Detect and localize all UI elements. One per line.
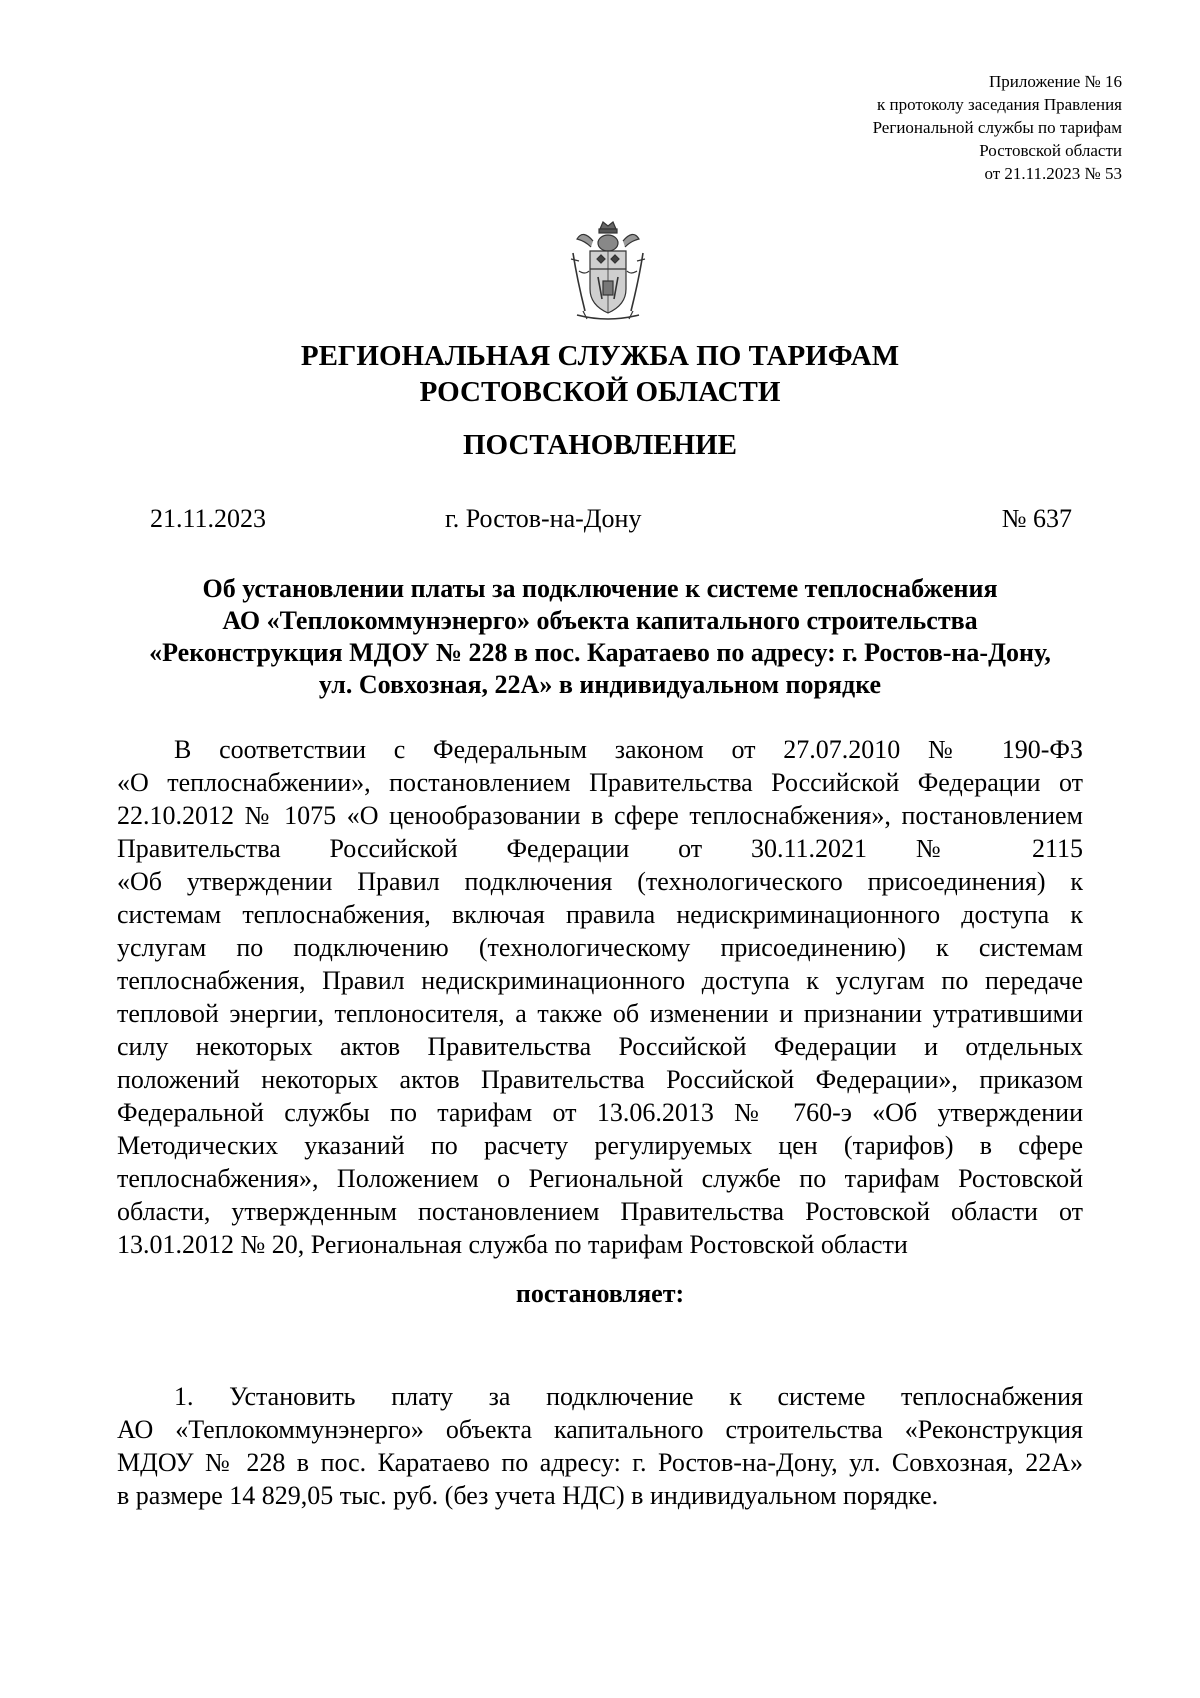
appendix-line: Ростовской области bbox=[979, 141, 1122, 160]
preamble-line: 22.10.2012 № 1075 «О ценообразовании в сфере теплоснабжения», постановлением bbox=[117, 801, 1083, 830]
appendix-block bbox=[873, 70, 1122, 185]
preamble-line: В соответствии с Федеральным законом от 27.07.2010 № 190-ФЗ bbox=[174, 735, 1083, 764]
appendix-line: к протоколу заседания Правления bbox=[877, 95, 1122, 114]
preamble-line: системам теплоснабжения, включая правила недискриминационного доступа к bbox=[117, 900, 1083, 929]
preamble-line: Правительства Российской Федерации от 30.11.2021 № 2115 bbox=[117, 834, 1083, 863]
resolves-heading: постановляет: bbox=[515, 1279, 685, 1308]
subject-line: «Реконструкция МДОУ № 228 в пос. Каратаево по адресу: г. Ростов-на-Дону, bbox=[149, 638, 1051, 667]
appendix-line: Региональной службы по тарифам bbox=[872, 118, 1122, 137]
preamble-line: области, утвержденным постановлением Правительства Ростовской области от bbox=[117, 1197, 1083, 1226]
item-1-line: МДОУ № 228 в пос. Каратаево по адресу: г. Ростов-на-Дону, ул. Совхозная, 22А» bbox=[117, 1448, 1083, 1477]
document-subject bbox=[100, 573, 1100, 701]
item-1-paragraph bbox=[117, 1380, 1083, 1512]
preamble-line: теплоснабжения, Правил недискриминационного доступа к услугам по передаче bbox=[117, 966, 1083, 995]
preamble-line: «Об утверждении Правил подключения (технологического присоединения) к bbox=[117, 867, 1083, 896]
preamble-line: тепловой энергии, теплоносителя, а также об изменении и признании утратившими bbox=[117, 999, 1083, 1028]
item-1-line: АО «Теплокоммунэнерго» объекта капитального строительства «Реконструкция bbox=[117, 1415, 1083, 1444]
document-city: г. Ростов-на-Дону bbox=[445, 504, 642, 533]
subject-line: ул. Совхозная, 22А» в индивидуальном порядке bbox=[318, 670, 882, 699]
subject-line: Об установлении платы за подключение к системе теплоснабжения bbox=[202, 574, 998, 603]
item-1-line: 1. Установить плату за подключение к системе теплоснабжения bbox=[174, 1382, 1083, 1411]
subject-line: АО «Теплокоммунэнерго» объекта капитального строительства bbox=[222, 606, 978, 635]
date-line bbox=[150, 502, 1072, 536]
preamble-line: Методических указаний по расчету регулируемых цен (тарифов) в сфере bbox=[117, 1131, 1083, 1160]
coat-of-arms-icon bbox=[563, 219, 653, 323]
document-type: ПОСТАНОВЛЕНИЕ bbox=[462, 429, 737, 461]
preamble-line: положений некоторых актов Правительства Российской Федерации», приказом bbox=[117, 1065, 1083, 1094]
preamble-line: услугам по подключению (технологическому присоединению) к системам bbox=[117, 933, 1083, 962]
organization-name bbox=[0, 338, 1200, 410]
preamble-line: Федеральной службы по тарифам от 13.06.2013 № 760-э «Об утверждении bbox=[117, 1098, 1083, 1127]
appendix-line: Приложение № 16 bbox=[989, 72, 1122, 91]
organization-line: РЕГИОНАЛЬНАЯ СЛУЖБА ПО ТАРИФАМ bbox=[300, 340, 900, 372]
preamble-paragraph bbox=[117, 733, 1083, 1261]
organization-line: РОСТОВСКОЙ ОБЛАСТИ bbox=[419, 376, 781, 408]
document-date: 21.11.2023 bbox=[150, 504, 267, 533]
preamble-line: 13.01.2012 № 20, Региональная служба по тарифам Ростовской области bbox=[117, 1230, 908, 1259]
preamble-line: «О теплоснабжении», постановлением Правительства Российской Федерации от bbox=[117, 768, 1083, 797]
item-1-line: в размере 14 829,05 тыс. руб. (без учета НДС) в индивидуальном порядке. bbox=[117, 1481, 939, 1510]
preamble-line: силу некоторых актов Правительства Российской Федерации и отдельных bbox=[117, 1032, 1083, 1061]
appendix-line: от 21.11.2023 № 53 bbox=[984, 164, 1122, 183]
document-number: № 637 bbox=[1001, 504, 1072, 533]
preamble-line: теплоснабжения», Положением о Региональной службе по тарифам Ростовской bbox=[117, 1164, 1083, 1193]
